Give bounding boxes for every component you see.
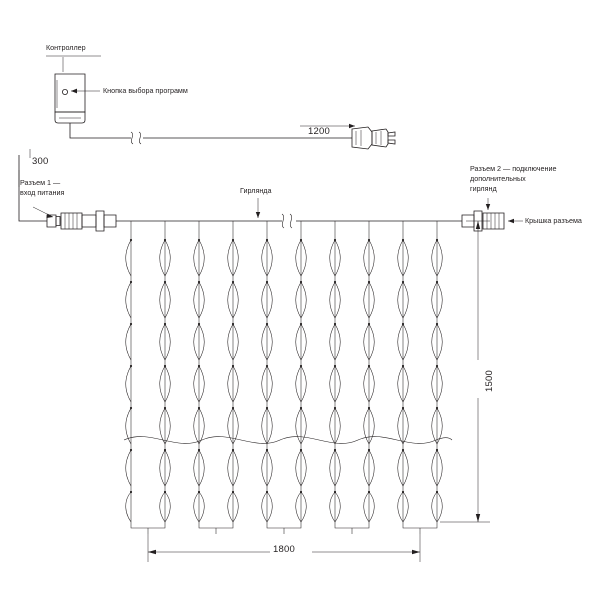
label-connector2-line1: Разъем 2 — подключение bbox=[470, 164, 557, 173]
label-net-height: 1500 bbox=[484, 370, 495, 392]
led-nodes bbox=[130, 239, 438, 493]
label-program-button: Кнопка выбора программ bbox=[103, 86, 188, 95]
connector2-leader bbox=[486, 198, 490, 210]
connector-1 bbox=[47, 211, 116, 231]
label-connector-cap: Крышка разъема bbox=[525, 216, 582, 225]
label-connector1-line1: Разъем 1 — bbox=[20, 178, 61, 187]
label-net-width: 1800 bbox=[273, 544, 295, 555]
controller-module bbox=[55, 74, 85, 123]
label-controller: Контроллер bbox=[46, 43, 86, 52]
net-mesh bbox=[126, 240, 443, 522]
label-power-input-length: 300 bbox=[32, 156, 49, 167]
dimension-1500 bbox=[440, 221, 490, 522]
label-connector2-line3: гирлянд bbox=[470, 184, 497, 193]
label-garland: Гирлянда bbox=[240, 186, 272, 195]
controller-leader bbox=[46, 56, 101, 72]
net-top-bus bbox=[116, 214, 462, 228]
program-button-leader bbox=[71, 89, 100, 94]
label-connector1-line2: вход питания bbox=[20, 188, 65, 197]
label-cord-length: 1200 bbox=[308, 126, 330, 137]
net-vertical-strings bbox=[131, 221, 437, 522]
garland-leader bbox=[256, 198, 260, 218]
label-connector2-line2: дополнительных bbox=[470, 174, 526, 183]
connector1-leader bbox=[33, 207, 53, 218]
net-bottom-loops bbox=[131, 522, 437, 534]
connector-cap-leader bbox=[508, 219, 523, 223]
mains-plug bbox=[352, 127, 395, 149]
